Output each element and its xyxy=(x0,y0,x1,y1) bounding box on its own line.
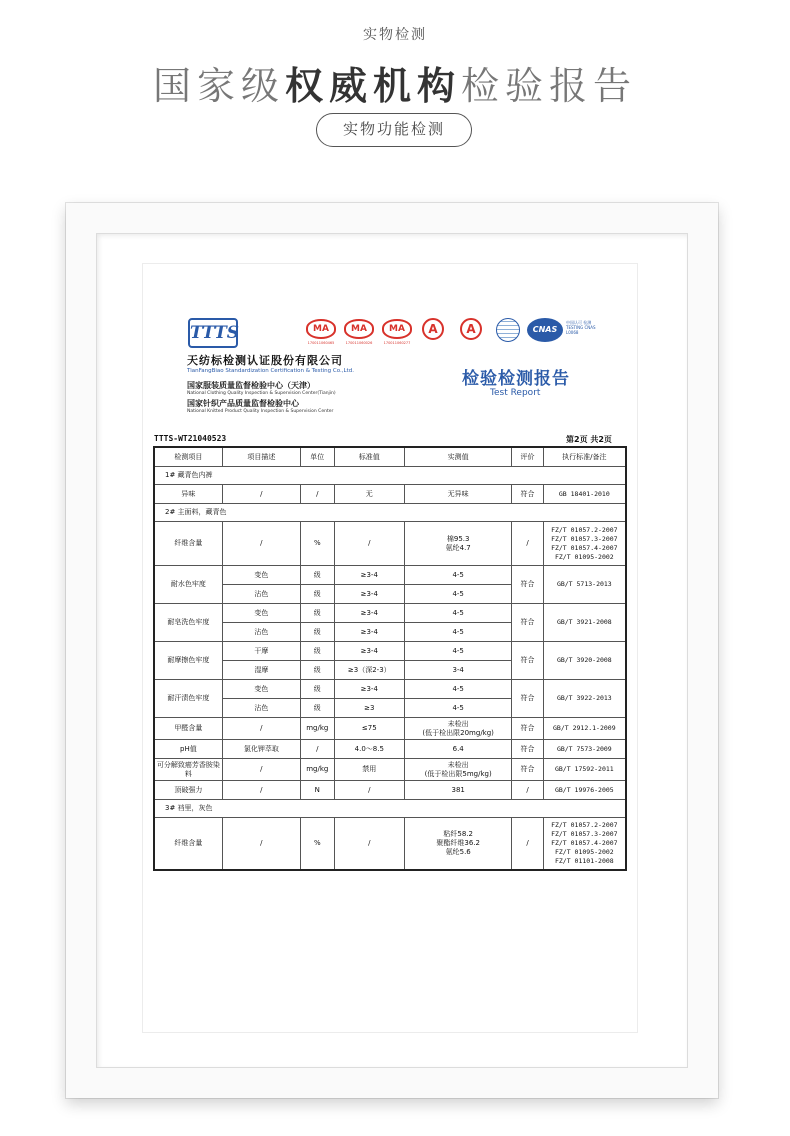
section-row xyxy=(154,800,626,818)
table-cell: 变色 xyxy=(222,604,300,623)
cma-number-3: 170011060277 xyxy=(383,341,411,345)
table-cell: 可分解致癌芳香胺染料 xyxy=(154,759,222,781)
table-cell: 符合 xyxy=(512,759,543,781)
table-cell xyxy=(543,818,626,870)
table-cell: 4-5 xyxy=(405,566,512,585)
table-cell: ≥3-4 xyxy=(334,642,404,661)
table-cell: GB/T 17592-2011 xyxy=(543,759,626,781)
table-cell: / xyxy=(512,818,543,870)
table-cell xyxy=(405,759,512,781)
column-header: 标准值 xyxy=(334,447,404,467)
center1-cn: 国家服装质量监督检验中心（天津） xyxy=(187,381,315,390)
table-row xyxy=(154,818,626,870)
cma-number-2: 170011060026 xyxy=(345,341,373,345)
standard-line: FZ/T 01095-2002 xyxy=(554,552,614,561)
title-part2: 检验报告 xyxy=(461,64,638,108)
measured-line: 未检出 xyxy=(447,719,469,728)
table-cell xyxy=(405,522,512,566)
table-row xyxy=(154,522,626,566)
measured-line: (低于检出限5mg/kg) xyxy=(424,769,492,778)
table-cell: 湿摩 xyxy=(222,661,300,680)
table-cell xyxy=(543,522,626,566)
table-cell: 耐汗渍色牢度 xyxy=(154,680,222,718)
table-cell: 级 xyxy=(301,604,335,623)
table-cell: ≥3-4 xyxy=(334,566,404,585)
table-row xyxy=(154,604,626,623)
table-row xyxy=(154,718,626,740)
column-header: 实测值 xyxy=(405,447,512,467)
table-cell: 4-5 xyxy=(405,680,512,699)
table-cell: GB/T 19976-2005 xyxy=(543,781,626,800)
table-cell: 变色 xyxy=(222,680,300,699)
table-cell: 级 xyxy=(301,623,335,642)
table-cell: ≥3-4 xyxy=(334,604,404,623)
standard-line: FZ/T 01057.2-2007 xyxy=(551,525,618,534)
table-cell: 4-5 xyxy=(405,623,512,642)
title-bold: 权威机构 xyxy=(284,64,461,108)
table-cell: / xyxy=(334,818,404,870)
table-cell: / xyxy=(301,740,335,759)
table-cell: 级 xyxy=(301,642,335,661)
table-cell: 沾色 xyxy=(222,585,300,604)
table-cell: 3-4 xyxy=(405,661,512,680)
column-header: 检测项目 xyxy=(154,447,222,467)
table-cell: GB/T 7573-2009 xyxy=(543,740,626,759)
table-cell: / xyxy=(222,718,300,740)
org-name-cn: 天纺标检测认证股份有限公司 xyxy=(187,354,343,367)
column-header: 单位 xyxy=(301,447,335,467)
standard-line: FZ/T 01057.3-2007 xyxy=(551,534,618,543)
table-cell: 4-5 xyxy=(405,642,512,661)
table-cell: 沾色 xyxy=(222,699,300,718)
table-cell: 顶破强力 xyxy=(154,781,222,800)
table-cell: 4.0～8.5 xyxy=(334,740,404,759)
results-table xyxy=(153,446,627,871)
table-cell: mg/kg xyxy=(301,759,335,781)
table-cell: / xyxy=(222,818,300,870)
table-cell: 级 xyxy=(301,699,335,718)
table-cell: % xyxy=(301,522,335,566)
cma-mark-1: MA xyxy=(306,319,336,339)
column-header: 执行标准/备注 xyxy=(543,447,626,467)
table-cell: 异味 xyxy=(154,485,222,504)
center2-cn: 国家针织产品质量监督检验中心 xyxy=(187,399,299,408)
standard-line: FZ/T 01057.3-2007 xyxy=(551,829,618,838)
cma-number-1: 170011060465 xyxy=(307,341,335,345)
table-row xyxy=(154,740,626,759)
page-title xyxy=(0,55,790,110)
measured-line: 粘纤58.2 xyxy=(443,829,473,838)
table-cell: GB 18401-2010 xyxy=(543,485,626,504)
center2-en: National Knitted Product Quality Inspection & Supervision Center xyxy=(187,409,334,414)
table-cell: ≥3（深2-3） xyxy=(334,661,404,680)
table-cell: 符合 xyxy=(512,680,543,718)
report-number: TTTS-WT21040523 xyxy=(154,434,227,443)
standard-line: FZ/T 01057.4-2007 xyxy=(551,543,618,552)
table-row xyxy=(154,642,626,661)
report-title-en: Test Report xyxy=(490,388,541,398)
table-row xyxy=(154,680,626,699)
table-cell: 级 xyxy=(301,566,335,585)
table-cell: 6.4 xyxy=(405,740,512,759)
table-row xyxy=(154,781,626,800)
cnas-text: 中国认可 检测 TESTING CNAS L0068 xyxy=(566,320,596,335)
table-cell: ≥3 xyxy=(334,699,404,718)
table-cell: GB/T 3921-2008 xyxy=(543,604,626,642)
standard-line: FZ/T 01101-2008 xyxy=(554,856,614,865)
section-row xyxy=(154,467,626,485)
table-cell: 4-5 xyxy=(405,585,512,604)
table-cell: / xyxy=(222,759,300,781)
cal-mark-1: A xyxy=(422,318,444,340)
table-cell: / xyxy=(334,781,404,800)
table-row xyxy=(154,485,626,504)
measured-line: 氨纶5.6 xyxy=(445,847,471,856)
cma-mark-3: MA xyxy=(382,319,412,339)
pill-label: 实物功能检测 xyxy=(316,113,472,147)
table-cell: ≥3-4 xyxy=(334,585,404,604)
table-cell: / xyxy=(222,485,300,504)
table-cell: 氯化钾萃取 xyxy=(222,740,300,759)
table-cell: 级 xyxy=(301,585,335,604)
center1-en: National Clothing Quality Inspection & Supervision Center(Tianjin) xyxy=(187,391,336,396)
report-page-info: 第2页 共2页 xyxy=(566,435,612,444)
table-cell xyxy=(405,818,512,870)
table-cell xyxy=(405,718,512,740)
table-cell: ≥3-4 xyxy=(334,680,404,699)
table-cell: / xyxy=(222,522,300,566)
title-part1: 国家级 xyxy=(152,64,285,108)
table-cell: / xyxy=(512,522,543,566)
table-cell: 耐皂洗色牢度 xyxy=(154,604,222,642)
table-cell: / xyxy=(334,522,404,566)
cal-mark-2: A xyxy=(460,318,482,340)
table-cell: GB/T 3922-2013 xyxy=(543,680,626,718)
section-row xyxy=(154,504,626,522)
table-row xyxy=(154,759,626,781)
section-label: 2# 主面料，藏青色 xyxy=(154,504,626,522)
report-title-cn: 检验检测报告 xyxy=(462,369,570,389)
cma-mark-2: MA xyxy=(344,319,374,339)
table-cell: 变色 xyxy=(222,566,300,585)
table-cell: 耐水色牢度 xyxy=(154,566,222,604)
table-cell: pH值 xyxy=(154,740,222,759)
section-label: 3# 裆里，灰色 xyxy=(154,800,626,818)
ilac-globe-icon xyxy=(496,318,520,342)
ttts-logo: TTTS xyxy=(188,318,238,348)
table-cell: mg/kg xyxy=(301,718,335,740)
column-header: 项目描述 xyxy=(222,447,300,467)
table-cell: / xyxy=(512,781,543,800)
table-row xyxy=(154,566,626,585)
measured-line: 氨纶4.7 xyxy=(445,543,471,552)
table-cell: 甲醛含量 xyxy=(154,718,222,740)
measured-line: (低于检出限20mg/kg) xyxy=(422,728,494,737)
table-cell: 符合 xyxy=(512,718,543,740)
standard-line: FZ/T 01095-2002 xyxy=(554,847,614,856)
table-cell: 干摩 xyxy=(222,642,300,661)
measured-line: 棉95.3 xyxy=(446,534,470,543)
measured-line: 聚酯纤维36.2 xyxy=(436,838,480,847)
table-cell: 无 xyxy=(334,485,404,504)
org-name-en: TianFangBiao Standardization Certification & Testing Co.,Ltd. xyxy=(187,368,354,374)
section-label: 1# 藏青色内裤 xyxy=(154,467,626,485)
table-cell: 符合 xyxy=(512,566,543,604)
table-cell: 沾色 xyxy=(222,623,300,642)
measured-line: 未检出 xyxy=(447,760,469,769)
table-cell: 381 xyxy=(405,781,512,800)
table-cell: GB/T 5713-2013 xyxy=(543,566,626,604)
table-header-row xyxy=(154,447,626,467)
table-cell: N xyxy=(301,781,335,800)
table-cell: 符合 xyxy=(512,642,543,680)
table-cell: 4-5 xyxy=(405,604,512,623)
table-cell: 级 xyxy=(301,661,335,680)
table-cell: 禁用 xyxy=(334,759,404,781)
table-cell: 符合 xyxy=(512,740,543,759)
cnas-logo: CNAS xyxy=(527,318,563,342)
table-cell: 纤维含量 xyxy=(154,522,222,566)
table-cell: ≤75 xyxy=(334,718,404,740)
table-cell: % xyxy=(301,818,335,870)
standard-line: FZ/T 01057.2-2007 xyxy=(551,820,618,829)
section-small-label: 实物检测 xyxy=(363,27,427,43)
standard-line: FZ/T 01057.4-2007 xyxy=(551,838,618,847)
table-cell: GB/T 2912.1-2009 xyxy=(543,718,626,740)
table-cell: 无异味 xyxy=(405,485,512,504)
table-cell: 纤维含量 xyxy=(154,818,222,870)
table-cell: / xyxy=(222,781,300,800)
table-cell: / xyxy=(301,485,335,504)
table-cell: GB/T 3920-2008 xyxy=(543,642,626,680)
table-cell: 级 xyxy=(301,680,335,699)
table-cell: 耐摩擦色牢度 xyxy=(154,642,222,680)
table-cell: ≥3-4 xyxy=(334,623,404,642)
table-cell: 符合 xyxy=(512,485,543,504)
column-header: 评价 xyxy=(512,447,543,467)
table-cell: 符合 xyxy=(512,604,543,642)
table-cell: 4-5 xyxy=(405,699,512,718)
